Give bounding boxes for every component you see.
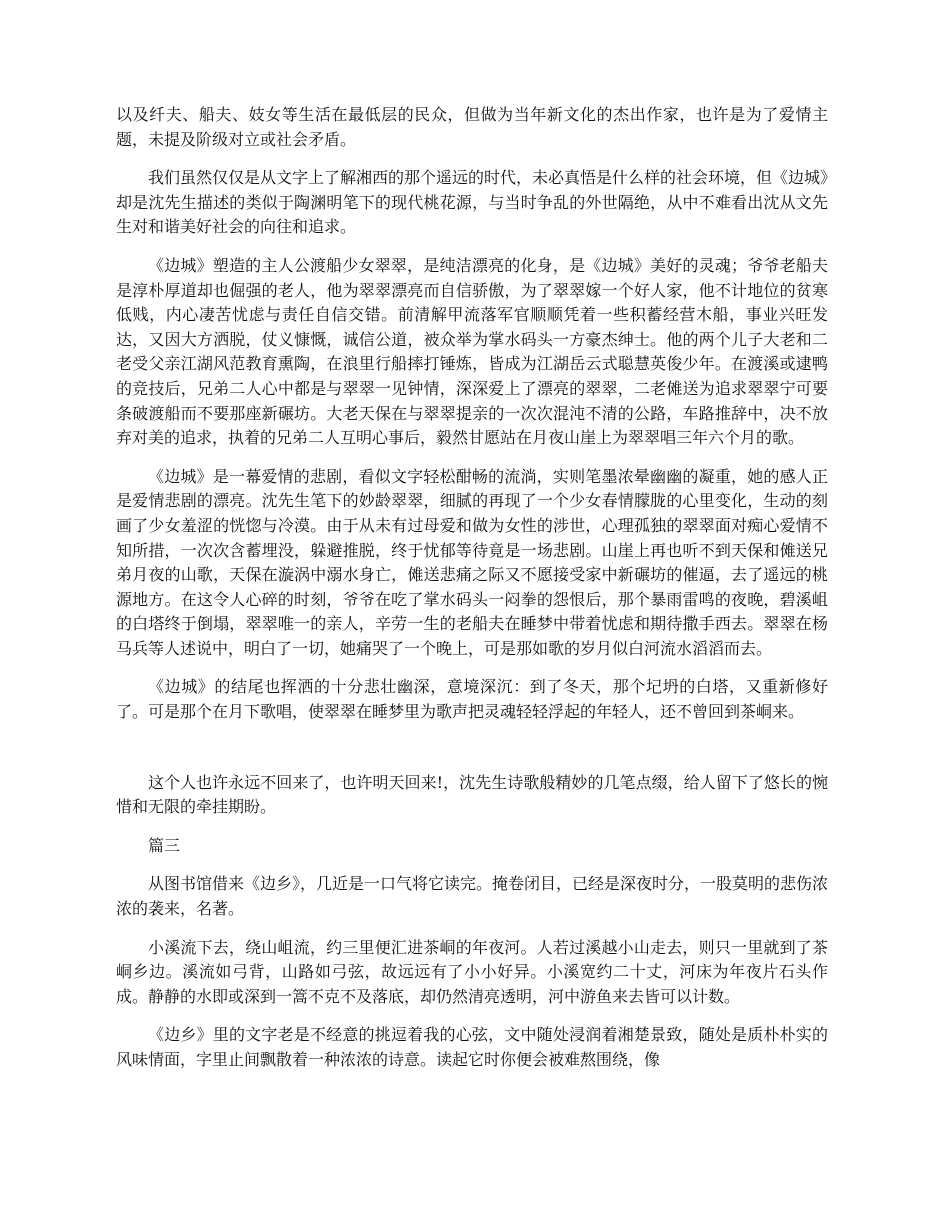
paragraph: 《边城》是一幕爱情的悲剧，看似文字轻松酣畅的流淌，实则笔墨浓晕幽幽的凝重，她的感人正是爱情悲剧的漂亮。沈先生笔下的妙龄翠翠，细腻的再现了一个少女春情朦胧的心里变化，生动的刻画了少女羞涩的恍惚与冷漠。由于从未有过母爱和做为女性的涉世，心理孤独的翠翠面对痴心爱情不知所措，一次次含蓄埋没，躲避推脱，终于忧郁等待竟是一场悲剧。山崖上再也听不到天保和傩送兄弟月夜的山歌，天保在漩涡中溺水身亡，傩送悲痛之际又不愿接受家中新碾坊的催逼，去了遥远的桃源地方。在这令人心碎的时刻，爷爷在吃了掌水码头一闷拳的怨恨后，那个暴雨雷鸣的夜晚，碧溪岨的白塔终于倒塌，翠翠唯一的亲人，辛劳一生的老船夫在睡梦中带着忧虑和期待撒手西去。翠翠在杨马兵等人述说中，明白了一切，她痛哭了一个晚上，可是那如歌的岁月似白河流水滔滔而去。 [116, 466, 828, 658]
document-body [116, 103, 828, 1087]
paragraph: 《边城》塑造的主人公渡船少女翠翠，是纯洁漂亮的化身，是《边城》美好的灵魂；爷爷老船夫是淳朴厚道却也倔强的老人，他为翠翠漂亮而自信骄傲，为了翠翠嫁一个好人家，他不计地位的贫寒低贱，内心凄苦忧虑与责任自信交错。前清解甲流落军官顺顺凭着一些积蓄经营木船，事业兴旺发达，又因大方洒脱，仗义慷慨，诚信公道，被众举为掌水码头一方豪杰绅士。他的两个儿子大老和二老受父亲江湖风范教育熏陶，在浪里行船摔打锤炼，皆成为江湖岳云式聪慧英俊少年。在渡溪或逮鸭的竞技后，兄弟二人心中都是与翠翠一见钟情，深深爱上了漂亮的翠翠，二老傩送为追求翠翠宁可要条破渡船而不要那座新碾坊。大老天保在与翠翠提亲的一次次混沌不清的公路，车路推辞中，决不放弃对美的追求，执着的兄弟二人互明心事后，毅然甘愿站在月夜山崖上为翠翠唱三年六个月的歌。 [116, 255, 828, 448]
paragraph: 《边乡》里的文字老是不经意的挑逗着我的心弦，文中随处浸润着湘楚景致，随处是质朴朴实的风味情面，字里止间飘散着一种浓浓的诗意。读起它时你便会被难熬围绕，像 [116, 1025, 828, 1069]
paragraph: 小溪流下去，绕山岨流，约三里便汇进茶峒的年夜河。人若过溪越小山走去，则只一里就到了茶峒乡边。溪流如弓背，山路如弓弦，故远远有了小小好异。小溪宽约二十丈，河床为年夜片石头作成。静静的水即或深到一篙不克不及落底，却仍然清亮透明，河中游鱼来去皆可以计数。 [116, 937, 828, 1006]
paragraph: 这个人也许永远不回来了，也许明天回来!，沈先生诗歌般精妙的几笔点缀，给人留下了悠长的惋惜和无限的牵挂期盼。 [116, 772, 828, 817]
paragraph: 《边城》的结尾也挥洒的十分悲壮幽深，意境深沉：到了冬天，那个圮坍的白塔，又重新修好了。可是那个在月下歌唱，使翠翠在睡梦里为歌声把灵魂轻轻浮起的年轻人，还不曾回到茶峒来。 [116, 677, 828, 722]
paragraph-continuation: 以及纤夫、船夫、妓女等生活在最低层的民众，但做为当年新文化的杰出作家，也许是为了爱情主题，未提及阶级对立或社会矛盾。 [116, 105, 828, 149]
paragraph: 从图书馆借来《边乡》，几近是一口气将它读完。掩卷闭目，已经是深夜时分，一股莫明的悲伤浓浓的袭来，名著。 [116, 874, 829, 919]
paragraph: 我们虽然仅仅是从文字上了解湘西的那个遥远的时代，未必真悟是什么样的社会环境，但《边城》却是沈先生描述的类似于陶渊明笔下的现代桃花源，与当时争乱的外世隔绝，从中不难看出沈从文先生对和谐美好社会的向往和追求。 [116, 168, 829, 237]
section-heading: 篇三 [148, 835, 181, 855]
